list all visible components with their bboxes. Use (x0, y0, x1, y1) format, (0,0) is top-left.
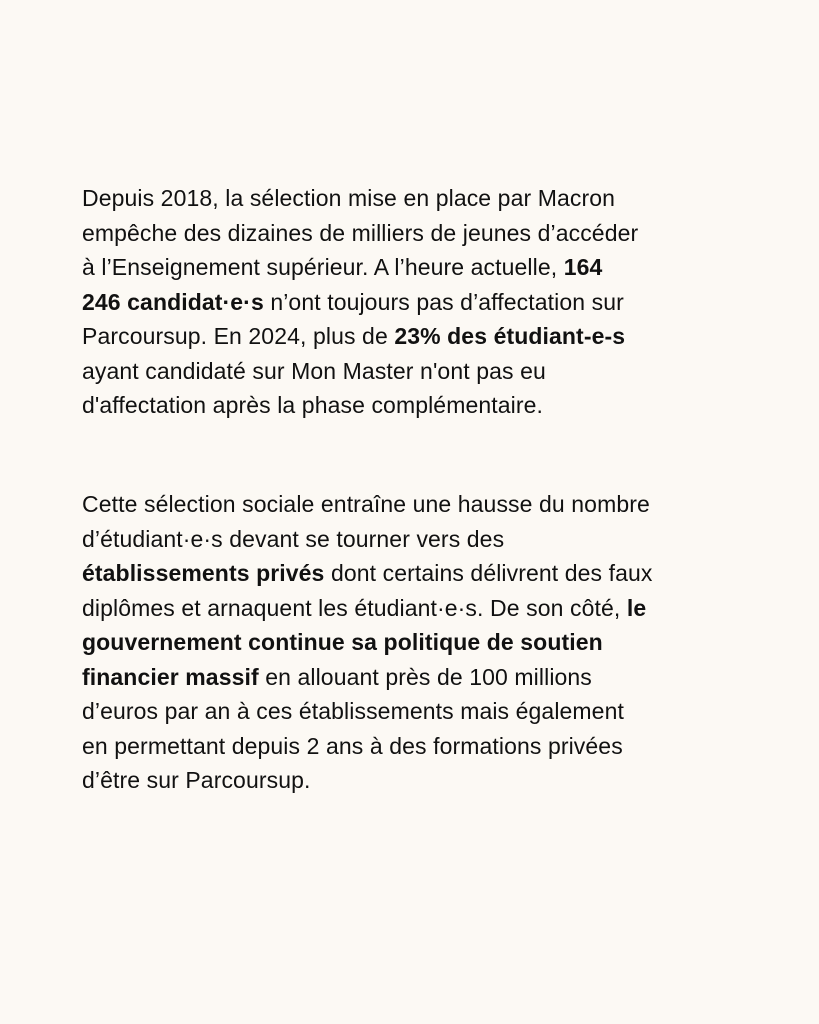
text-run: d’euros par an à ces établissements mais également (82, 698, 624, 724)
text-line (82, 285, 752, 320)
highlight-phrase: le (626, 594, 647, 621)
text-line (82, 250, 752, 285)
text-line (82, 319, 752, 354)
highlight-figure: 23% des étudiant-e-s (394, 323, 626, 349)
highlight-phrase: gouvernement continue sa politique de soutien (82, 629, 603, 655)
highlight-figure: 164 (563, 254, 603, 280)
text-line (82, 729, 752, 764)
text-line (82, 556, 752, 591)
text-line (82, 625, 752, 660)
paragraph-private-institutions (82, 487, 752, 798)
highlight-phrase: établissements privés (82, 560, 325, 586)
highlight-phrase: financier massif (82, 663, 259, 690)
text-line (82, 487, 752, 522)
text-run: ayant candidaté sur Mon Master n'ont pas eu (82, 357, 546, 384)
text-run: dont certains délivrent des faux (324, 560, 653, 586)
text-run: n’ont toujours pas d’affectation sur (263, 288, 624, 315)
text-line (82, 388, 752, 423)
text-run: Parcoursup. En 2024, plus de (82, 323, 395, 349)
text-line (82, 216, 752, 251)
text-line (82, 354, 752, 389)
text-run: diplômes et arnaquent les étudiant·e·s. De son côté, (82, 594, 627, 621)
text-run: Depuis 2018, la sélection mise en place par Macron (82, 185, 616, 211)
text-line (82, 694, 752, 729)
text-run: d’être sur Parcoursup. (82, 767, 311, 793)
text-line (82, 591, 752, 626)
text-run: en permettant depuis 2 ans à des formations privées (82, 732, 623, 759)
text-run: d'affectation après la phase complémentaire. (82, 392, 543, 418)
text-line (82, 763, 752, 798)
text-run: empêche des dizaines de milliers de jeunes d’accéder (82, 219, 639, 246)
paragraph-selection (82, 181, 752, 423)
text-line (82, 181, 752, 216)
highlight-figure: 246 candidat·e·s (82, 288, 264, 315)
text-line (82, 660, 752, 695)
text-run: en allouant près de 100 millions (258, 663, 592, 690)
text-run: Cette sélection sociale entraîne une hausse du nombre (82, 491, 650, 517)
text-run: à l’Enseignement supérieur. A l’heure actuelle, (82, 254, 564, 280)
text-line (82, 522, 752, 557)
text-run: d’étudiant·e·s devant se tourner vers des (82, 525, 505, 552)
